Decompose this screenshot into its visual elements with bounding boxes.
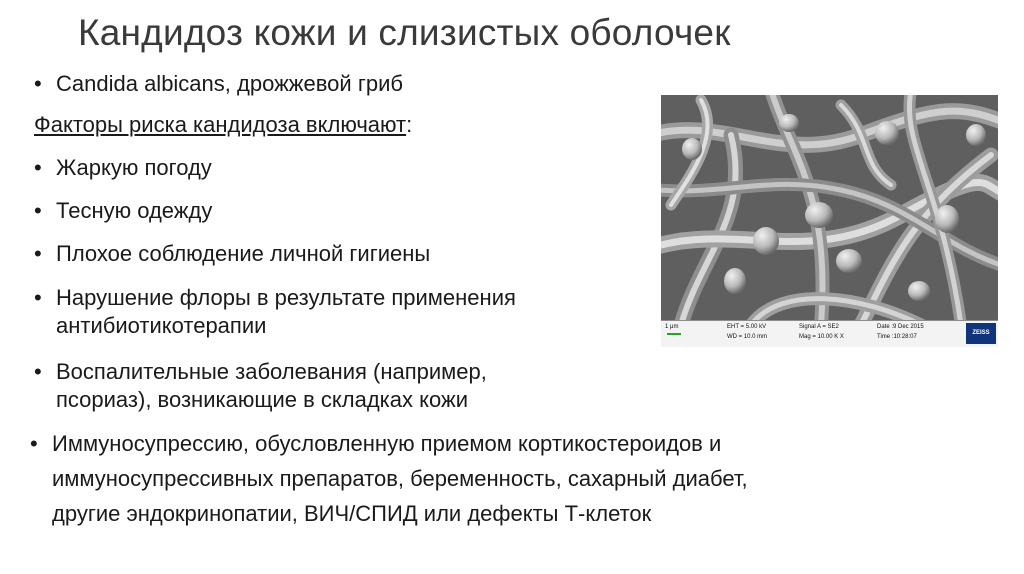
bullet-candida xyxy=(34,70,403,98)
time-label: Time :10:28:07 xyxy=(877,334,917,340)
signal-label: Signal A = SE2 xyxy=(799,324,839,330)
bullet-glyph: • xyxy=(34,71,42,96)
risk-factor-line: псориаз), возникающие в складках кожи xyxy=(56,387,468,412)
risk-factor-text: Тесную одежду xyxy=(56,198,213,223)
eht-label: EHT = 5.00 kV xyxy=(727,324,767,330)
sem-info-bar xyxy=(661,320,998,347)
risk-factor-line: Воспалительные заболевания (например, xyxy=(56,359,487,384)
risk-factor-item xyxy=(34,197,213,225)
risk-factor-line: антибиотикотерапии xyxy=(56,313,267,338)
scale-label: 1 μm xyxy=(665,324,679,330)
slide-title: Кандидоз кожи и слизистых оболочек xyxy=(78,12,731,53)
risk-factor-line: Нарушение флоры в результате применения xyxy=(56,285,516,310)
risk-factors-heading-text: Факторы риска кандидоза включают xyxy=(34,112,407,137)
zeiss-logo: ZEISS xyxy=(966,323,996,344)
wide-bullet-line: другие эндокринопатии, ВИЧ/СПИД или дефекты Т-клеток xyxy=(52,501,652,526)
date-label: Date :9 Dec 2015 xyxy=(877,324,924,330)
sem-micrograph xyxy=(661,95,998,347)
bullet-glyph: • xyxy=(34,285,42,310)
bullet-text: Candida albicans, дрожжевой гриб xyxy=(56,71,403,96)
scale-bar xyxy=(667,333,681,335)
risk-factor-item xyxy=(34,358,487,414)
risk-factor-item xyxy=(34,284,516,340)
risk-factors-heading xyxy=(34,111,412,139)
candida-micrograph-image xyxy=(661,95,998,321)
risk-factor-text: Плохое соблюдение личной гигиены xyxy=(56,241,431,266)
risk-factor-text: Жаркую погоду xyxy=(56,155,212,180)
immunosuppression-bullet xyxy=(30,426,748,531)
bullet-glyph: • xyxy=(34,155,42,180)
heading-colon: : xyxy=(406,112,413,137)
bullet-glyph: • xyxy=(34,198,42,223)
mag-label: Mag = 10.00 K X xyxy=(799,334,844,340)
bullet-glyph: • xyxy=(34,241,42,266)
risk-factor-item xyxy=(34,240,431,268)
bullet-glyph: • xyxy=(30,431,38,456)
wide-bullet-line: Иммуносупрессию, обусловленную приемом кортикостероидов и xyxy=(52,431,722,456)
risk-factor-item xyxy=(34,154,212,182)
bullet-glyph: • xyxy=(34,359,42,384)
wide-bullet-line: иммуносупрессивных препаратов, беременность, сахарный диабет, xyxy=(52,466,748,491)
wd-label: WD = 10.0 mm xyxy=(727,334,768,340)
